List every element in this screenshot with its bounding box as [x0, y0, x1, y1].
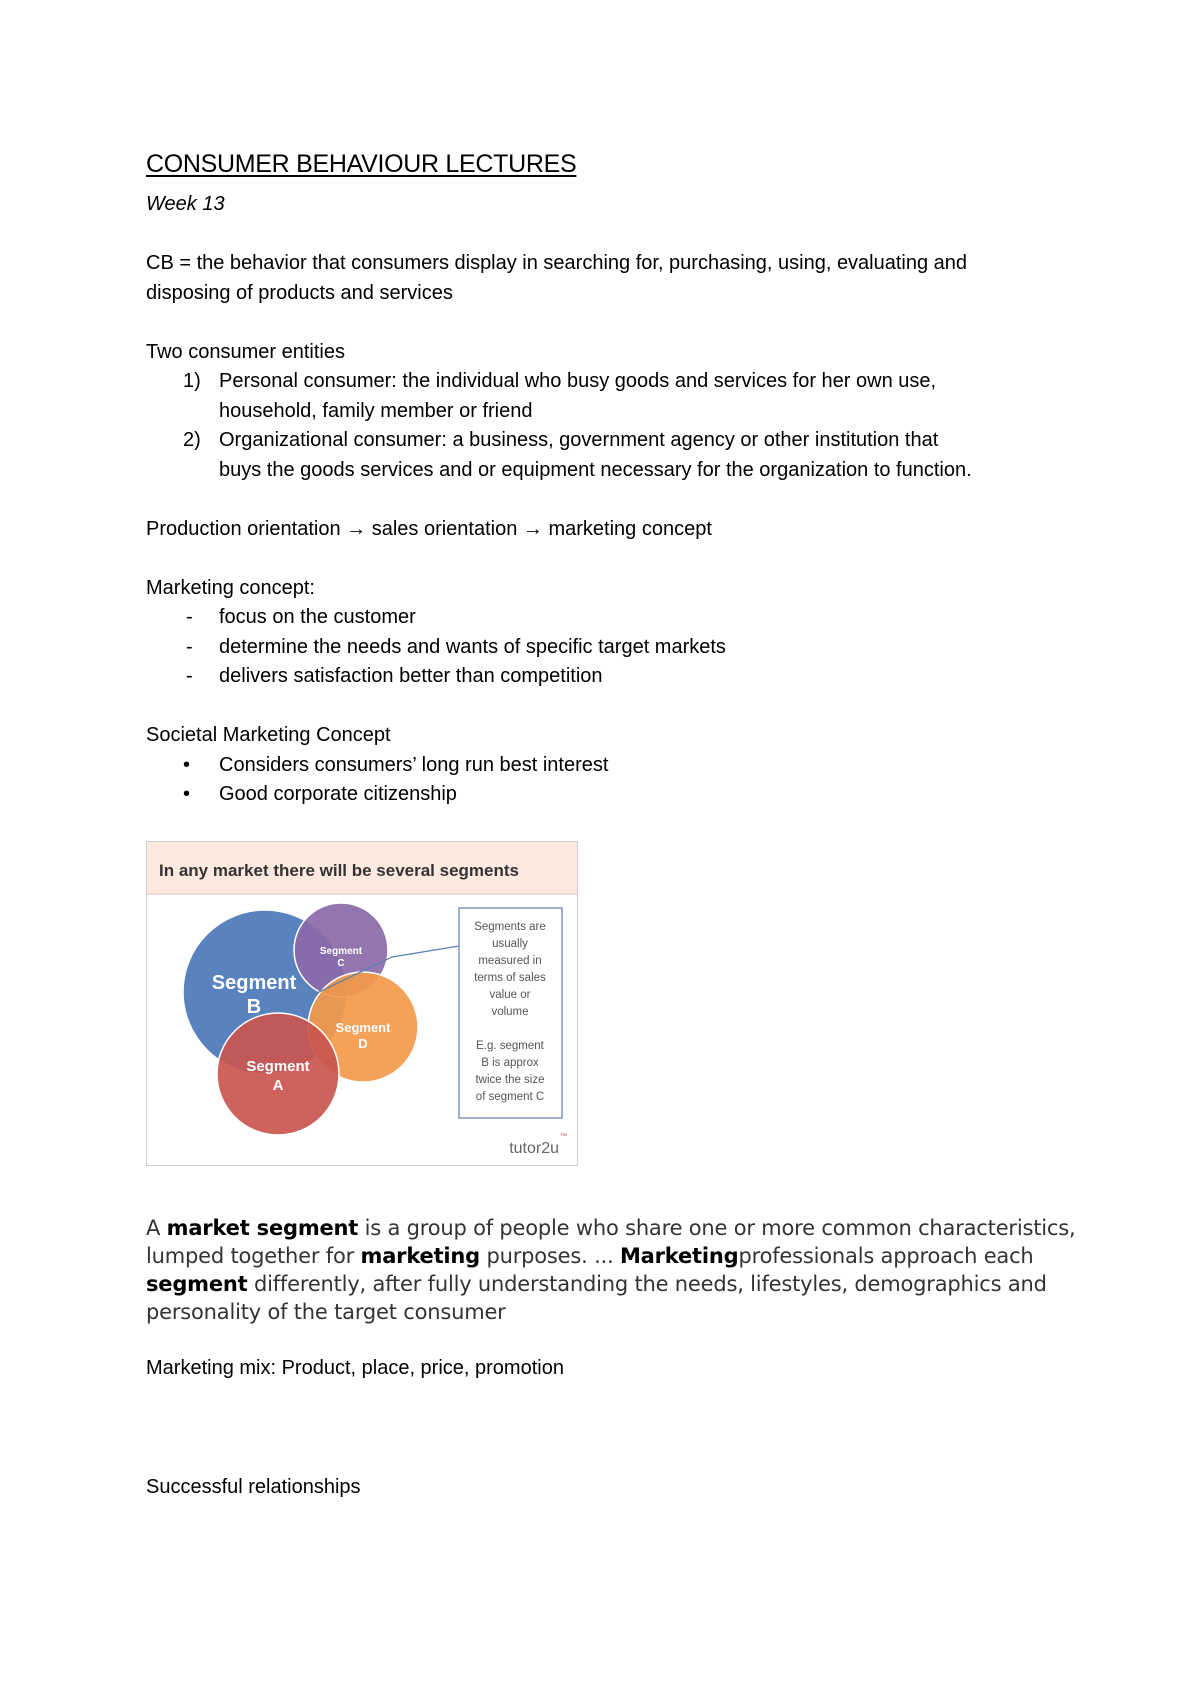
segment-note-line: terms of sales [474, 971, 546, 984]
dash-marker: - [186, 635, 193, 658]
segment-note-line: B is approx [481, 1056, 539, 1069]
marketing-concept-list [146, 603, 1086, 692]
paragraph-bold: segment [146, 1271, 248, 1296]
segment-b-label: Segment [211, 971, 297, 994]
entities-list [146, 367, 1086, 485]
paragraph-text: A [146, 1215, 167, 1240]
figure-header-text: In any market there will be several segments [159, 860, 519, 880]
paragraph-bold: Marketing [619, 1243, 739, 1268]
document-body [146, 150, 1086, 1503]
list-item-text: Personal consumer: the individual who busy goods and services for her own use, [219, 370, 937, 392]
list-item-text: focus on the customer [219, 606, 416, 628]
tutor2u-logo: tutor2u [509, 1139, 559, 1157]
segment-note-line: usually [492, 937, 528, 950]
paragraph-bold: market segment [166, 1215, 359, 1240]
list-number: 1) [183, 370, 201, 392]
list-item [146, 780, 1086, 810]
list-item-text: buys the goods services and or equipment necessary for the organization to function. [219, 458, 972, 481]
segment-note-line: value or [489, 988, 531, 1001]
segment-d-label: Segment [335, 1019, 391, 1035]
segments-diagram [147, 842, 577, 1165]
segment-note-line: measured in [478, 954, 542, 967]
societal-heading: Societal Marketing Concept [146, 724, 391, 746]
segment-d-letter: D [358, 1035, 368, 1051]
orientation-step: Production orientation [146, 517, 341, 540]
segment-note-line: volume [491, 1005, 529, 1018]
segment-note-line: twice the size [475, 1073, 545, 1086]
week-label: Week 13 [146, 193, 225, 215]
list-item-text: determine the needs and wants of specific target markets [219, 635, 726, 658]
trademark-mark: ™ [560, 1132, 567, 1140]
dash-marker: - [186, 665, 193, 687]
segment-b-letter: B [246, 995, 262, 1018]
societal-list [146, 751, 1086, 810]
dash-marker: - [186, 606, 193, 628]
segment-note-line: Segments are [474, 920, 546, 933]
market-segment-paragraph [146, 1214, 1076, 1326]
bullet-marker: • [183, 783, 191, 805]
right-arrow-icon: → [522, 517, 543, 540]
marketing-concept-heading: Marketing concept: [146, 576, 315, 599]
list-item-text: Organizational consumer: a business, government agency or other institution that [219, 429, 939, 451]
entities-heading: Two consumer entities [146, 340, 345, 363]
marketing-mix: Marketing mix: Product, place, price, promotion [146, 1356, 564, 1379]
cb-definition-line: CB = the behavior that consumers display in searching for, purchasing, using, evaluating and [146, 252, 968, 274]
paragraph-text: is a group of people who share one or more common characteristics, lumped together for [146, 1215, 1076, 1268]
paragraph-text: professionals approach each [738, 1243, 1034, 1268]
segments-figure [146, 841, 578, 1166]
list-item [146, 633, 1086, 663]
orientation-step: sales orientation [371, 517, 518, 540]
cb-definition-line: disposing of products and services [146, 281, 453, 304]
orientation-flow [146, 515, 1086, 545]
paragraph-text: purposes. ... [480, 1243, 620, 1268]
segment-a-label: Segment [246, 1057, 310, 1075]
right-arrow-icon: → [346, 517, 367, 540]
paragraph-bold: marketing [360, 1243, 480, 1268]
list-item-text: household, family member or friend [219, 399, 533, 422]
segment-note-line: E.g. segment [476, 1039, 544, 1052]
segment-c-label: Segment [319, 945, 363, 957]
list-item [146, 751, 1086, 781]
list-item-text: delivers satisfaction better than competition [219, 665, 603, 687]
bullet-marker: • [183, 753, 191, 776]
segment-a-letter: A [272, 1076, 284, 1094]
orientation-step: marketing concept [548, 517, 712, 540]
segment-c-letter: C [337, 957, 345, 969]
list-item [146, 662, 1086, 692]
successful-relationships: Successful relationships [146, 1476, 361, 1498]
list-item [146, 426, 1086, 485]
segment-note-line: of segment C [475, 1090, 545, 1103]
list-item-text: Considers consumers’ long run best interest [219, 753, 609, 776]
document-title: CONSUMER BEHAVIOUR LECTURES [146, 150, 577, 178]
list-number: 2) [183, 429, 201, 451]
list-item [146, 603, 1086, 633]
list-item [146, 367, 1086, 426]
list-item-text: Good corporate citizenship [219, 783, 457, 805]
cb-definition [146, 249, 1086, 308]
paragraph-text: differently, after fully understanding the needs, lifestyles, demographics and personality of the target consumer [146, 1271, 1047, 1324]
